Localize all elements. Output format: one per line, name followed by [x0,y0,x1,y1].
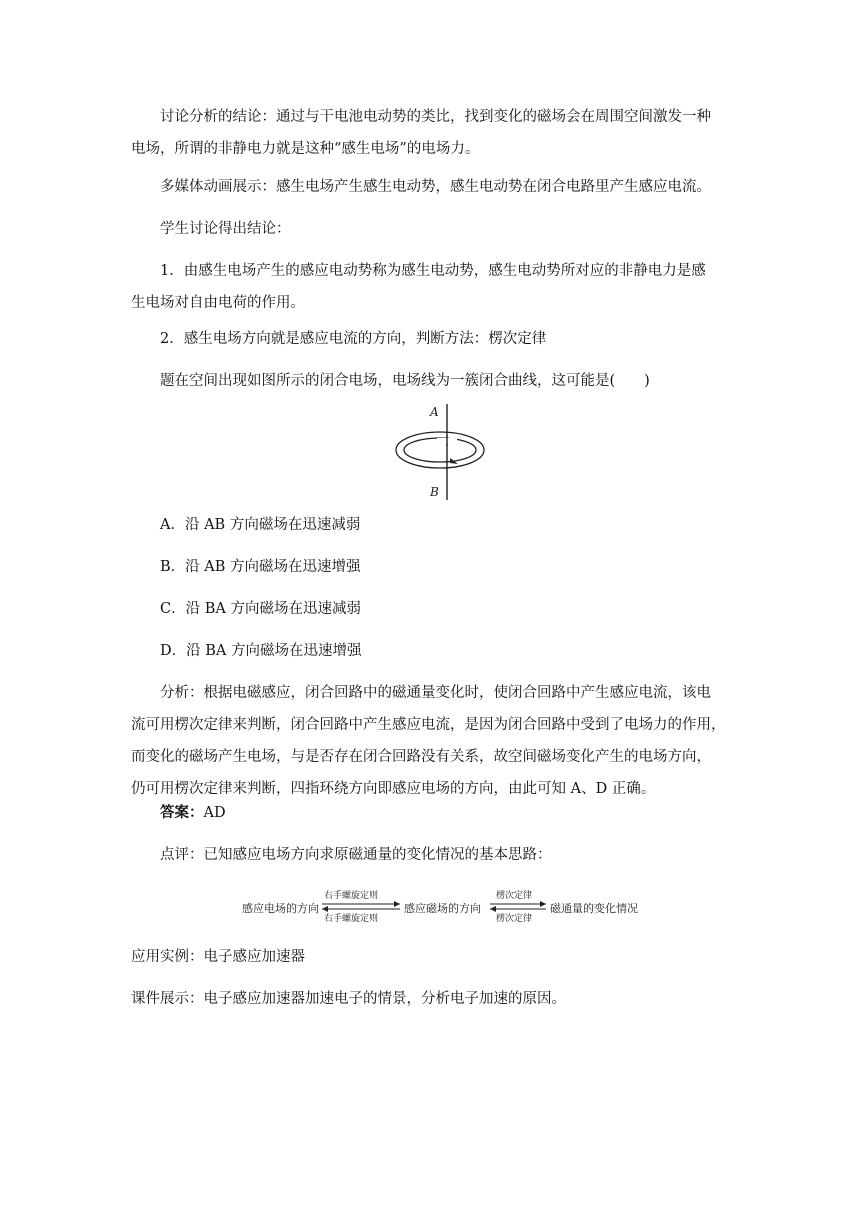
option-d [0,638,860,664]
forward-arrowhead-icon [540,901,546,907]
option-a [0,512,860,538]
closed-electric-field-figure [392,402,492,502]
flow-arrow1-top-label: 右手螺旋定则 [324,891,379,901]
flow-arrow2-top-label: 楞次定律 [496,891,533,901]
comment-paragraph [0,842,860,868]
text-line: C．沿 BA 方向磁场在迅速减弱 [160,601,361,617]
label-a: A [430,405,439,419]
conclusion-item-2 [0,326,860,352]
answer-label: 答案： [160,804,204,821]
option-b [0,554,860,580]
text-line: 而变化的磁场产生电场，与是否存在闭合回路没有关系，故空间磁场变化产生的电场方向， [131,749,711,765]
example-line [0,944,860,970]
flow-arrow2-bottom-label: 楞次定律 [496,914,533,924]
multimedia-paragraph [0,174,860,200]
text-line: A．沿 AB 方向磁场在迅速减弱 [160,517,361,533]
flow-box-magnetic-field: 感应磁场的方向 [404,902,481,915]
text-line: 多媒体动画展示：感生电场产生感生电动势，感生电动势在闭合电路里产生感应电流。 [160,179,711,195]
conclusion-item-1 [0,258,860,316]
text-line: 流可用楞次定律来判断，闭合回路中产生感应电流，是因为闭合回路中受到了电场力的作用， [131,717,726,733]
flow-svg [240,886,660,926]
text-line: D．沿 BA 方向磁场在迅速增强 [160,643,362,659]
backward-arrowhead-icon [490,906,496,912]
option-c [0,596,860,622]
field-diagram [392,402,492,502]
forward-arrowhead-icon [394,901,400,907]
text-line: 仍可用楞次定律来判断，四指环绕方向即感应电场的方向，由此可知 A、D 正确。 [131,781,656,797]
flow-box-electric-field: 感应电场的方向 [242,902,319,915]
answer-value: AD [203,805,226,821]
courseware-line [0,986,860,1012]
flow-box-flux-change: 磁通量的变化情况 [550,902,638,915]
label-b: B [430,485,439,499]
reasoning-flow-diagram [240,886,660,926]
text-line: 2．感生电场方向就是感应电流的方向，判断方法：楞次定律 [160,331,547,347]
text-line: 讨论分析的结论：通过与干电池电动势的类比，找到变化的磁场会在周围空间激发一种 [160,109,711,125]
backward-arrowhead-icon [322,906,328,912]
text-line: B．沿 AB 方向磁场在迅速增强 [160,559,361,575]
question-stem [0,368,860,394]
text-line: 课件展示：电子感应加速器加速电子的情景，分析电子加速的原因。 [131,991,566,1007]
answer-row [0,800,860,826]
text-line: 应用实例：电子感应加速器 [131,949,305,965]
text-line: 点评：已知感应电场方向求原磁通量的变化情况的基本思路： [160,847,552,863]
text-line: 1．由感生电场产生的感应电动势称为感生电动势，感生电动势所对应的非静电力是感 [160,263,706,279]
discussion-heading [0,216,860,242]
text-line: 题在空间出现如图所示的闭合电场，电场线为一簇闭合曲线，这可能是( ) [160,373,650,389]
answer-line [0,800,860,826]
conclusion-paragraph [0,104,860,162]
analysis-paragraph [0,680,860,802]
text-line: 生电场对自由电荷的作用。 [131,295,305,311]
text-line: 分析：根据电磁感应，闭合回路中的磁通量变化时，使闭合回路中产生感应电流，该电 [160,685,711,701]
text-line: 电场，所谓的非静电力就是这种“感生电场”的电场力。 [131,141,480,157]
text-line: 学生讨论得出结论： [160,221,291,237]
flow-arrow1-bottom-label: 右手螺旋定则 [324,914,379,924]
